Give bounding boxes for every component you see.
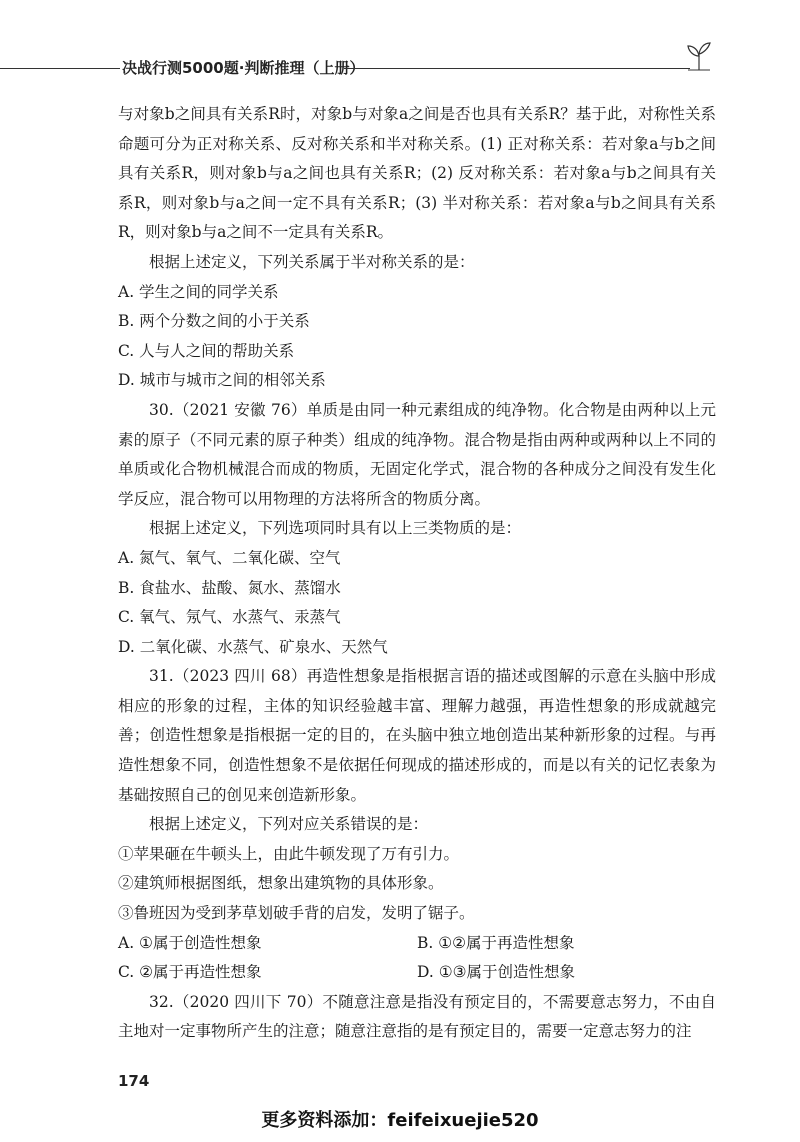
q31-item-3: ③鲁班因为受到茅草划破手背的启发，发明了锯子。 <box>118 904 475 923</box>
q30-option-a: A. 氮气、氧气、二氧化碳、空气 <box>118 548 341 567</box>
q29-option-c: C. 人与人之间的帮助关系 <box>118 341 295 360</box>
q31-option-b: B. ①②属于再造性想象 <box>417 933 575 952</box>
q29-option-d: D. 城市与城市之间的相邻关系 <box>118 371 326 390</box>
q29-stem: 根据上述定义，下列关系属于半对称关系的是： <box>149 252 475 271</box>
q31-material: 31.（2023 四川 68）再造性想象是指根据言语的描述或图解的示意在头脑中形成相应的形象的过程，主体的知识经验越丰富、理解力越强，再造性想象的形成就越完善；创造性想象是指根据一定的目的，在头脑中独立地创造出某种新形象的过程。与再造性想象不同，创造性想象不是依据任何现成的描述形成的，而是以有关的记忆表象为基础按照自己的创见来创造新形象。 <box>118 667 716 804</box>
q29-option-a: A. 学生之间的同学关系 <box>118 282 279 301</box>
q31-options-row-1 <box>118 929 716 959</box>
q30-option-c: C. 氧气、氖气、水蒸气、汞蒸气 <box>118 608 341 627</box>
sprout-icon <box>684 40 714 74</box>
q32-material: 32.（2020 四川下 70）不随意注意是指没有预定目的，不需要意志努力，不由自主地对一定事物所产生的注意；随意注意指的是有预定目的，需要一定意志努力的注 <box>118 992 716 1041</box>
book-title: 决战行测5000题·判断推理（上册） <box>122 59 365 77</box>
page-number: 174 <box>118 1072 150 1090</box>
q30-stem: 根据上述定义，下列选项同时具有以上三类物质的是： <box>149 519 522 538</box>
running-header <box>0 48 800 88</box>
header-rule-left <box>0 68 120 69</box>
q31-option-c: C. ②属于再造性想象 <box>118 963 262 982</box>
q31-option-a: A. ①属于创造性想象 <box>118 933 262 952</box>
q30-option-b: B. 食盐水、盐酸、氮水、蒸馏水 <box>118 578 341 597</box>
q31-stem: 根据上述定义，下列对应关系错误的是： <box>149 815 429 834</box>
page-content <box>118 100 716 1047</box>
q31-item-2: ②建筑师根据图纸，想象出建筑物的具体形象。 <box>118 874 444 893</box>
q29-option-b: B. 两个分数之间的小于关系 <box>118 312 310 331</box>
q30-material: 30.（2021 安徽 76）单质是由同一种元素组成的纯净物。化合物是由两种以上元素的原子（不同元素的原子种类）组成的纯净物。混合物是指由两种或两种以上不同的单质或化合物机械混合而成的物质，无固定化学式，混合物的各种成分之间没有发生化学反应，混合物可以用物理的方法将所含的物质分离。 <box>118 400 716 508</box>
q30-option-d: D. 二氧化碳、水蒸气、矿泉水、天然气 <box>118 637 388 656</box>
footer-note: 更多资料添加：feifeixuejie520 <box>261 1110 539 1131</box>
q31-item-1: ①苹果砸在牛顿头上，由此牛顿发现了万有引力。 <box>118 844 460 863</box>
q31-options-row-2 <box>118 958 716 988</box>
q31-option-d: D. ①③属于创造性想象 <box>417 963 576 982</box>
intro-paragraph: 与对象b之间具有关系R时，对象b与对象a之间是否也具有关系R？基于此，对称性关系命题可分为正对称关系、反对称关系和半对称关系。(1) 正对称关系：若对象a与b之间具有关系R，则对象b与a之间也具有关系R；(2) 反对称关系：若对象a与b之间具有关系R，则对象b与a之间一定不具有关系R；(3) 半对称关系：若对象a与b之间具有关系R，则对象b与a之间不一定具有关系R。 <box>118 105 716 242</box>
header-rule-right <box>344 68 690 69</box>
